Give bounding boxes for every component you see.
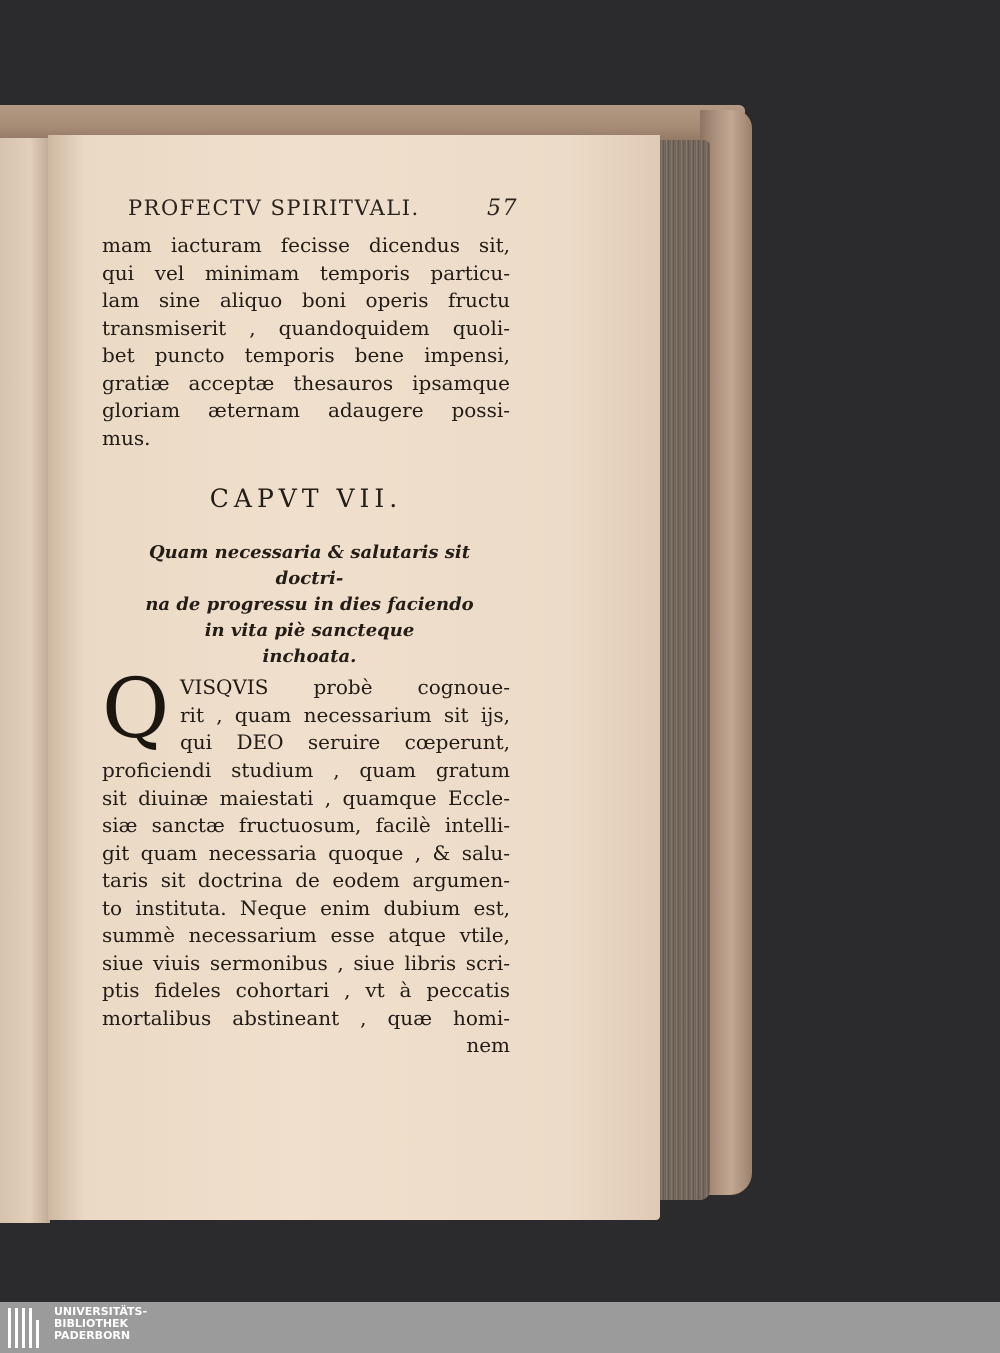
text-line: lam sine aliquo boni operis fructu — [102, 288, 510, 312]
text-line: proficiendi studium , quam gratum — [102, 758, 510, 782]
page-number: 57 — [487, 196, 518, 221]
running-head — [128, 196, 518, 221]
subtitle-line: inchoata. — [262, 646, 357, 667]
library-logo-icon — [8, 1308, 48, 1348]
main-paragraph — [102, 757, 510, 1060]
text-line: ptis fideles cohortari , vt à peccatis — [102, 978, 510, 1002]
text-line: mus. — [102, 425, 151, 450]
text-line: qui vel minimam temporis particu- — [102, 260, 510, 285]
library-name — [54, 1306, 147, 1342]
text-line: to instituta. Neque enim dubium est, — [102, 895, 510, 920]
text-line: siæ sanctæ fructuosum, facilè intelli- — [102, 813, 510, 837]
drop-cap: Q — [102, 662, 170, 757]
main-first-lines — [180, 674, 510, 757]
chapter-subtitle — [112, 540, 507, 670]
text-line: gratiæ acceptæ thesauros ipsamque — [102, 370, 510, 395]
footer-bar — [0, 1302, 1000, 1353]
subtitle-line: na de progressu in dies faciendo — [145, 594, 474, 615]
subtitle-line: Quam necessaria & salutaris sit doctri- — [148, 542, 471, 589]
running-head-title: PROFECTV SPIRITVALI. — [128, 196, 420, 220]
text-line: summè necessarium esse atque vtile, — [102, 923, 510, 947]
text-line: rit , quam necessarium sit ijs, — [180, 702, 510, 727]
text-line: transmiserit , quandoquidem quoli- — [102, 315, 510, 340]
text-line: qui DEO seruire cœperunt, — [180, 730, 510, 754]
text-line: mortalibus abstineant , quæ homi- — [102, 1005, 510, 1030]
text-line: git quam necessaria quoque , & salu- — [102, 840, 510, 865]
left-page-fragment — [0, 138, 50, 1223]
text-line: bet puncto temporis bene impensi, — [102, 343, 510, 367]
top-paragraph — [102, 232, 510, 452]
text-line: VISQVIS probè cognoue- — [180, 675, 510, 699]
library-name-line: UNIVERSITÄTS- — [54, 1305, 148, 1318]
library-name-line: PADERBORN — [54, 1329, 131, 1342]
text-line: mam iacturam fecisse dicendus sit, — [102, 233, 510, 257]
library-name-line: BIBLIOTHEK — [54, 1317, 129, 1330]
catchword: nem — [466, 1033, 510, 1057]
subtitle-line: in vita piè sancteque — [204, 620, 415, 641]
text-line: gloriam æternam adaugere possi- — [102, 398, 510, 422]
text-line: taris sit doctrina de eodem argumen- — [102, 868, 510, 892]
chapter-title: CAPVT VII. — [209, 484, 403, 513]
text-line: siue viuis sermonibus , siue libris scri- — [102, 950, 510, 975]
text-line: sit diuinæ maiestati , quamque Eccle- — [102, 785, 510, 810]
